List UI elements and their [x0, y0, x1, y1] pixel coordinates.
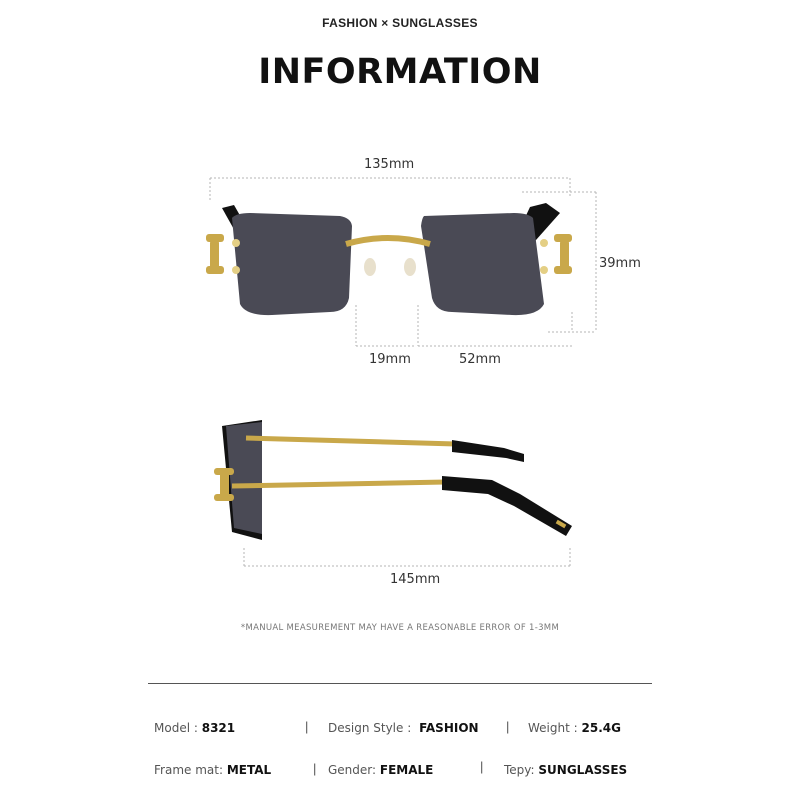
spec-model-value: 8321	[201, 721, 236, 735]
left-nose-pad	[364, 258, 376, 276]
spec-type-label: Tepy:	[504, 763, 535, 777]
upper-temple-bar	[246, 438, 456, 444]
spec-gender-label: Gender:	[328, 763, 377, 777]
front-view	[206, 203, 572, 315]
divider	[148, 683, 652, 684]
spec-weight-value: 25.4G	[581, 721, 621, 735]
lens-height-label: 39mm	[599, 256, 641, 271]
brand-header: FASHION × SUNGLASSES	[322, 16, 478, 30]
right-hinge	[540, 234, 572, 274]
spec-design-style-label: Design Style :	[328, 721, 412, 735]
spec-frame-material-value: METAL	[226, 763, 272, 777]
lower-temple-tip	[442, 476, 572, 536]
spec-separator: |	[305, 719, 309, 734]
lower-temple-bar	[232, 482, 446, 486]
spec-design-style-value: FASHION	[419, 721, 479, 735]
left-hinge	[206, 234, 240, 274]
spec-model	[154, 721, 235, 735]
bridge-width-label: 19mm	[369, 352, 411, 367]
spec-frame-material	[154, 763, 271, 777]
spec-gender	[328, 763, 433, 777]
spec-separator: |	[506, 719, 510, 734]
spec-separator: |	[313, 761, 317, 776]
spec-gender-value: FEMALE	[379, 763, 434, 777]
spec-weight-label: Weight :	[528, 721, 578, 735]
temple-length-label: 145mm	[390, 572, 441, 587]
side-view	[214, 420, 572, 540]
page-title: INFORMATION	[258, 52, 542, 92]
spec-type	[504, 763, 627, 777]
spec-type-value: SUNGLASSES	[538, 763, 628, 777]
spec-design-style	[328, 721, 479, 735]
total-width-label: 135mm	[364, 157, 415, 172]
left-lens	[232, 213, 352, 315]
measurement-note: *MANUAL MEASUREMENT MAY HAVE A REASONABLE ERROR OF 1-3MM	[240, 623, 560, 633]
lens-width-label: 52mm	[459, 352, 501, 367]
right-lens	[421, 213, 544, 315]
upper-temple-tip	[452, 440, 524, 462]
bridge	[346, 238, 430, 244]
right-nose-pad	[404, 258, 416, 276]
spec-weight	[528, 721, 621, 735]
spec-frame-material-label: Frame mat:	[154, 763, 223, 777]
spec-model-label: Model :	[154, 721, 198, 735]
spec-separator: |	[480, 759, 484, 774]
